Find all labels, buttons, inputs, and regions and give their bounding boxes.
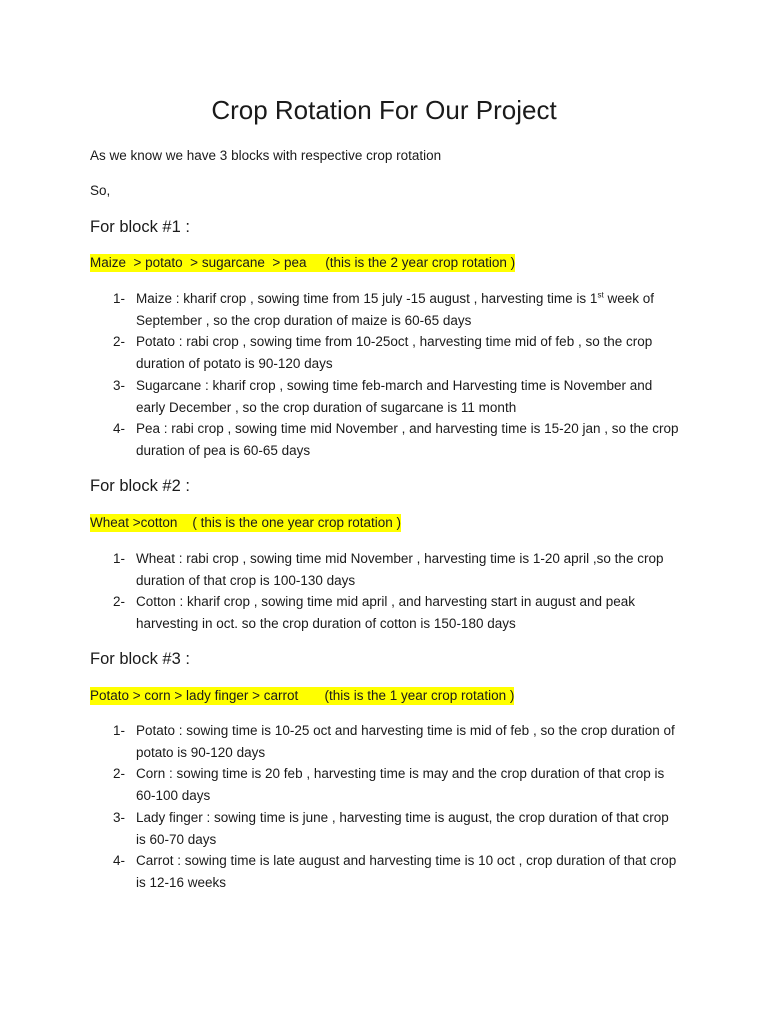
block-2-rotation-highlight: Wheat >cotton ( this is the one year crop rotation ) xyxy=(90,515,402,530)
list-item-text: Cotton : kharif crop , sowing time mid april , and harvesting start in august and peak harvesting in oct. so the crop duration of cotton is 150-180 days xyxy=(136,594,636,632)
list-item-text: Corn : sowing time is 20 feb , harvesting time is may and the crop duration of that crop is 60-100 days xyxy=(136,766,665,804)
list-item-number: 1- xyxy=(113,291,126,306)
list-item-number: 2- xyxy=(113,594,126,610)
list-item-text-part: Maize : kharif crop , sowing time from 15 july -15 august , harvesting time is 1 xyxy=(136,291,598,306)
list-item-number: 4- xyxy=(113,853,126,869)
list-item xyxy=(0,720,768,763)
list-item-number: 1- xyxy=(113,551,126,566)
so-paragraph: So, xyxy=(90,183,111,198)
block-2-list xyxy=(0,548,768,635)
list-item xyxy=(0,331,768,374)
block-2-rotation xyxy=(90,515,401,531)
ordinal-superscript: st xyxy=(597,290,604,300)
block-1-rotation-highlight: Maize > potato > sugarcane > pea (this is the 2 year crop rotation ) xyxy=(90,255,516,270)
list-item-text: Pea : rabi crop , sowing time mid November , and harvesting time is 15-20 jan , so the crop duration of pea is 60-65 days xyxy=(136,421,679,458)
block-3-heading: For block #3 : xyxy=(90,650,190,668)
block-3-rotation xyxy=(90,688,514,704)
list-item xyxy=(0,850,768,893)
list-item-number: 3- xyxy=(113,377,126,393)
list-item-text: Wheat : rabi crop , sowing time mid November , harvesting time is 1-20 april ,so the crop duration of that crop is 100-130 days xyxy=(136,551,664,588)
list-item-number: 4- xyxy=(113,421,126,437)
list-item-text: Potato : sowing time is 10-25 oct and harvesting time is mid of feb , so the crop duration of potato is 90-120 days xyxy=(136,723,675,760)
list-item xyxy=(0,807,768,850)
list-item xyxy=(0,288,768,331)
list-item-text: Lady finger : sowing time is june , harvesting time is august, the crop duration of that crop is 60-70 days xyxy=(136,809,669,847)
list-item xyxy=(0,375,768,418)
intro-paragraph: As we know we have 3 blocks with respective crop rotation xyxy=(90,148,442,163)
list-item-number: 1- xyxy=(113,723,126,738)
list-item-text: Carrot : sowing time is late august and harvesting time is 10 oct , crop duration of that crop is 12-16 weeks xyxy=(136,853,677,890)
list-item-number: 2- xyxy=(113,766,126,782)
block-2-heading: For block #2 : xyxy=(90,477,190,495)
list-item-text-part: week of September , so the crop duration of maize is 60-65 days xyxy=(136,291,654,328)
document-title: Crop Rotation For Our Project xyxy=(211,95,557,125)
list-item xyxy=(0,591,768,634)
list-item-text: Potato : rabi crop , sowing time from 10-25oct , harvesting time mid of feb , so the crop duration of potato is 90-120 days xyxy=(136,334,653,372)
list-item-text: Sugarcane : kharif crop , sowing time feb-march and Harvesting time is November and early December , so the crop duration of sugarcane is 11 month xyxy=(136,377,653,415)
list-item xyxy=(0,418,768,461)
block-1-list xyxy=(0,288,768,462)
list-item xyxy=(0,548,768,591)
block-3-rotation-highlight: Potato > corn > lady finger > carrot (this is the 1 year crop rotation ) xyxy=(90,688,515,703)
block-1-rotation xyxy=(90,255,515,271)
list-item-number: 3- xyxy=(113,809,126,825)
list-item xyxy=(0,763,768,806)
list-item-number: 2- xyxy=(113,334,126,350)
block-3-list xyxy=(0,720,768,894)
list-item-text xyxy=(136,288,681,331)
block-1-heading: For block #1 : xyxy=(90,218,190,236)
